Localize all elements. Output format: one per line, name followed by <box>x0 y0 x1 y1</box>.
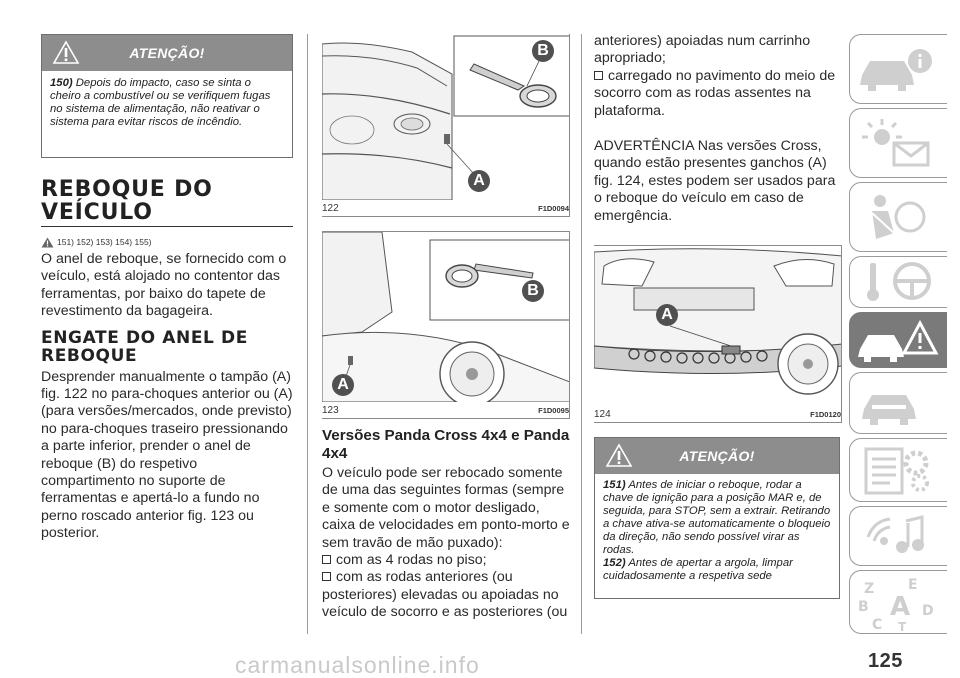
bullet-continuation: anteriores) apoiadas num carrinho apropriado; <box>594 33 811 67</box>
figure-code: F1D0120 <box>810 410 841 420</box>
warning-body: Antes de apertar a argola, limpar cuidadosamente a respetiva sede <box>603 557 793 583</box>
nav-tab-safety[interactable] <box>849 182 947 252</box>
bullet-item: carregado no pavimento do meio de socorro com as rodas assentes na plataforma. <box>594 67 836 119</box>
figure-number: 123 <box>322 405 339 416</box>
nav-tab-car-info[interactable] <box>849 34 947 104</box>
section-engate <box>41 329 293 543</box>
multimedia-icon <box>850 507 946 565</box>
advertencia-text: ADVERTÊNCIA Nas versões Cross, quando estão presentes ganchos (A) fig. 124, estes podem ser usados para o reboque do veículo em caso de emergência. <box>594 138 836 224</box>
index-letters-icon <box>850 571 946 633</box>
page-number: 125 <box>868 650 903 672</box>
callout-b-123: B <box>522 280 544 302</box>
car-maintenance-icon <box>850 373 946 433</box>
warning-title: ATENÇÃO! <box>679 448 755 465</box>
column-right <box>594 34 842 599</box>
callout-a-122: A <box>468 170 490 192</box>
nav-tab-index[interactable] <box>849 570 947 634</box>
column-divider <box>581 34 582 634</box>
checkbox-bullet-icon <box>594 71 603 80</box>
figure-124 <box>594 245 842 423</box>
figure-122 <box>322 34 570 217</box>
warning-refs-text: 151) 152) 153) 154) 155) <box>57 237 152 247</box>
svg-text:A: A <box>890 592 911 622</box>
warning-ref: 152) <box>603 557 626 570</box>
warning-header <box>42 35 292 71</box>
nav-tab-maintenance[interactable] <box>849 372 947 434</box>
car-info-icon <box>850 35 946 103</box>
steering-key-icon <box>850 257 946 307</box>
column-middle <box>322 34 570 622</box>
specs-settings-icon <box>850 439 946 501</box>
svg-text:D: D <box>922 603 934 619</box>
reboque-text: O anel de reboque, se fornecido com o veículo, está alojado no contentor das ferramentas, por baixo do tapete de revestimento da bagageira. <box>41 251 287 320</box>
warning-triangle-icon <box>52 40 80 65</box>
nav-tab-specs[interactable] <box>849 438 947 502</box>
svg-text:Z: Z <box>864 581 875 597</box>
bullet-item <box>322 569 570 621</box>
small-warning-icon <box>41 237 54 248</box>
bullet-item: com as 4 rodas no piso; <box>322 552 570 569</box>
warning-body: Depois do impacto, caso se sinta o cheiro a combustível ou se verifiquem fugas no sistema de alimentação, não reativar o sistema para evitar riscos de incêndio. <box>50 77 271 128</box>
figure-number: 124 <box>594 409 611 421</box>
section-title-engate: ENGATE DO ANEL DE REBOQUE <box>41 327 248 366</box>
warning-refs <box>41 236 293 248</box>
section-title-reboque: REBOQUE DO VEÍCULO <box>41 177 213 225</box>
warning-box-top <box>41 34 293 158</box>
svg-text:C: C <box>872 617 883 633</box>
rear-bumper-illustration <box>322 232 570 402</box>
callout-a-124: A <box>656 304 678 326</box>
svg-text:T: T <box>898 620 907 633</box>
callout-b-122: B <box>532 40 554 62</box>
warning-text <box>42 71 292 135</box>
column-left <box>41 34 293 543</box>
svg-text:B: B <box>858 599 869 615</box>
figure-caption-124 <box>594 406 841 423</box>
column-divider <box>307 34 308 634</box>
figure-caption-123 <box>322 402 569 419</box>
title-divider <box>41 226 293 227</box>
figure-code: F1D0095 <box>538 406 569 415</box>
figure-123 <box>322 231 570 419</box>
safety-airbag-icon <box>850 183 946 251</box>
warning-header <box>595 438 839 474</box>
section-reboque <box>41 178 293 321</box>
figure-caption-122 <box>322 200 569 217</box>
warning-title: ATENÇÃO! <box>129 45 205 61</box>
svg-text:E: E <box>908 577 918 593</box>
nav-tab-warning-lights[interactable] <box>849 108 947 178</box>
emergency-car-icon <box>850 313 946 367</box>
front-bumper-illustration <box>322 34 570 200</box>
nav-tab-emergency[interactable] <box>849 312 947 368</box>
section-title-versoes: Versões Panda Cross 4x4 e Panda 4x4 <box>322 427 570 462</box>
warning-ref: 150) <box>50 77 73 89</box>
warning-ref: 151) <box>603 479 626 492</box>
warning-text <box>595 474 839 589</box>
warning-box-bottom <box>594 437 840 599</box>
bullet-text-split: com as rodas anteriores (ou posteriores) elevadas ou apoiadas no veículo de socorro e as posteriores (ou <box>322 569 568 621</box>
figure-number: 122 <box>322 203 339 214</box>
engate-text: Desprender manualmente o tampão (A) fig. 122 no para-choques anterior ou (A) (para versões/mercados, onde previsto) no para-choques traseiro pressionando a parte inferior, prender o anel de reboque (B) do respetivo compartimento no suporte de ferramentas e apertá-lo a fundo no perno roscado anterior fig. 123 ou posterior. <box>41 368 293 542</box>
watermark: carmanualsonline.info <box>235 652 480 678</box>
checkbox-bullet-icon <box>322 555 331 564</box>
warning-body: Antes de iniciar o reboque, rodar a chave de ignição para a posição MAR e, de seguida, para STOP, sem a extrair. Retirando a chave ativa-se automaticamente o bloqueio da direção, não sendo possível virar as rodas. <box>603 479 831 557</box>
checkbox-bullet-icon <box>322 572 331 581</box>
warning-triangle-icon <box>605 443 633 468</box>
cross-front-illustration <box>594 246 842 406</box>
section-panda-cross <box>322 427 570 622</box>
nav-tab-starting-driving[interactable] <box>849 256 947 308</box>
figure-code: F1D0094 <box>538 204 569 213</box>
callout-a-123: A <box>332 374 354 396</box>
versoes-text: O veículo pode ser rebocado somente de uma das seguintes formas (sempre e somente com o motor desligado, caixa de velocidades em ponto-morto e sem travão de mão puxado): <box>322 465 570 551</box>
nav-tab-multimedia[interactable] <box>849 506 947 566</box>
warning-lights-icon <box>850 109 946 177</box>
